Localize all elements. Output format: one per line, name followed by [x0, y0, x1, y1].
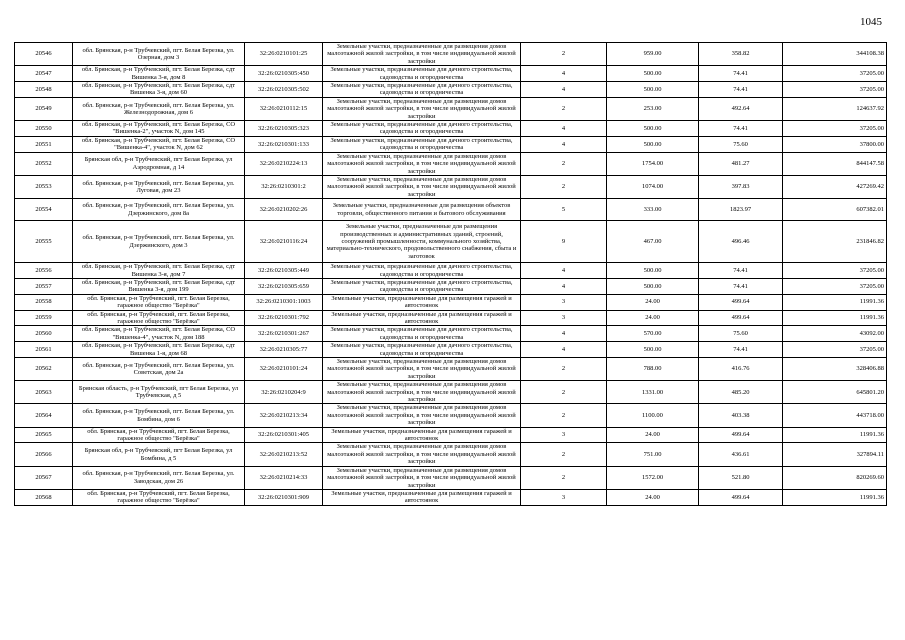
cadastral-value-cell: 37205.00: [783, 82, 887, 98]
table-row: [15, 310, 887, 326]
cadastral-number-cell: 32:26:0210305:659: [245, 278, 323, 294]
row-number-cell: 20562: [15, 358, 73, 381]
land-use-cell: Земельные участки, предназначенные для размещения домов малоэтажной жилой застройки, в том числе индивидуальной жилой застройки: [323, 381, 521, 404]
cadastral-number-cell: 32:26:0210301:267: [245, 326, 323, 342]
land-use-cell: Земельные участки, предназначенные для размещения домов малоэтажной жилой застройки, в том числе индивидуальной жилой застройки: [323, 97, 521, 120]
specific-value-cell: 74.41: [699, 278, 783, 294]
category-cell: 4: [521, 326, 607, 342]
cadastral-value-cell: 443718.00: [783, 404, 887, 427]
table-row: [15, 221, 887, 263]
category-cell: 3: [521, 294, 607, 310]
table-row: [15, 326, 887, 342]
table-row: [15, 381, 887, 404]
table-row: [15, 82, 887, 98]
cadastral-value-cell: 231846.82: [783, 221, 887, 263]
row-number-cell: 20561: [15, 342, 73, 358]
specific-value-cell: 403.38: [699, 404, 783, 427]
cadastral-number-cell: 32:26:0210204:9: [245, 381, 323, 404]
specific-value-cell: 492.64: [699, 97, 783, 120]
row-number-cell: 20568: [15, 489, 73, 505]
cadastral-number-cell: 32:26:0210301:792: [245, 310, 323, 326]
cadastral-number-cell: 32:26:0210101:25: [245, 43, 323, 66]
land-use-cell: Земельные участки, предназначенные для размещения производственных и административных зданий, строений, сооружений промышленности, коммунального хозяйства, материально-технического, продовольственного снабжения, сбыта и заготовок: [323, 221, 521, 263]
land-use-cell: Земельные участки, предназначенные для размещения гаражей и автостоянок: [323, 294, 521, 310]
category-cell: 2: [521, 443, 607, 466]
area-cell: 467.00: [607, 221, 699, 263]
cadastral-number-cell: 32:26:0210214:33: [245, 466, 323, 489]
address-cell: обл. Брянская, р-н Трубчевский, пгт. Белая Березка, гаражное общество "Берёзка": [73, 294, 245, 310]
row-number-cell: 20563: [15, 381, 73, 404]
cadastral-value-cell: 11991.36: [783, 489, 887, 505]
cadastral-value-cell: 37205.00: [783, 121, 887, 137]
table-row: [15, 489, 887, 505]
category-cell: 4: [521, 263, 607, 279]
row-number-cell: 20550: [15, 121, 73, 137]
area-cell: 500.00: [607, 342, 699, 358]
row-number-cell: 20558: [15, 294, 73, 310]
cadastral-value-cell: 328406.88: [783, 358, 887, 381]
area-cell: 500.00: [607, 136, 699, 152]
address-cell: обл. Брянская, р-н Трубчевский, пгт. Белая Березка, сдт Вишенка 3-я, дом 60: [73, 82, 245, 98]
cadastral-value-cell: 37205.00: [783, 278, 887, 294]
address-cell: Брянская область, р-н Трубчевский, пгт Белая Березка, ул Трубчевская, д 5: [73, 381, 245, 404]
category-cell: 2: [521, 175, 607, 198]
land-use-cell: Земельные участки, предназначенные для дачного строительства, садоводства и огородничества: [323, 82, 521, 98]
address-cell: обл. Брянская, р-н Трубчевский, пгт. Белая Березка, ул. Бомбина, дом 6: [73, 404, 245, 427]
specific-value-cell: 75.60: [699, 136, 783, 152]
row-number-cell: 20554: [15, 199, 73, 221]
category-cell: 4: [521, 82, 607, 98]
area-cell: 24.00: [607, 310, 699, 326]
cadastral-number-cell: 32:26:0210305:77: [245, 342, 323, 358]
category-cell: 2: [521, 381, 607, 404]
row-number-cell: 20557: [15, 278, 73, 294]
land-use-cell: Земельные участки, предназначенные для размещения домов малоэтажной жилой застройки, в том числе индивидуальной жилой застройки: [323, 43, 521, 66]
table-row: [15, 263, 887, 279]
specific-value-cell: 521.80: [699, 466, 783, 489]
cadastral-number-cell: 32:26:0210202:26: [245, 199, 323, 221]
cadastral-value-cell: 11991.36: [783, 427, 887, 443]
table-row: [15, 358, 887, 381]
table-row: [15, 466, 887, 489]
cadastral-value-cell: 37800.00: [783, 136, 887, 152]
land-use-cell: Земельные участки, предназначенные для дачного строительства, садоводства и огородничества: [323, 66, 521, 82]
category-cell: 4: [521, 342, 607, 358]
address-cell: обл. Брянская, р-н Трубчевский, пгт. Белая Березка, сдт Вишенка 3-я, дом 8: [73, 66, 245, 82]
area-cell: 500.00: [607, 82, 699, 98]
area-cell: 1074.00: [607, 175, 699, 198]
address-cell: обл. Брянская, р-н Трубчевский, пгт. Белая Березка, СО "Вишенка-4", участок N, дом 188: [73, 326, 245, 342]
row-number-cell: 20567: [15, 466, 73, 489]
area-cell: 24.00: [607, 489, 699, 505]
address-cell: обл. Брянская, р-н Трубчевский, пгт. Белая Березка, гаражное общество "Берёзка": [73, 489, 245, 505]
cadastral-number-cell: 32:26:0210213:52: [245, 443, 323, 466]
row-number-cell: 20546: [15, 43, 73, 66]
specific-value-cell: 74.41: [699, 263, 783, 279]
land-use-cell: Земельные участки, предназначенные для размещения гаражей и автостоянок: [323, 427, 521, 443]
specific-value-cell: 416.76: [699, 358, 783, 381]
cadastral-value-cell: 37205.00: [783, 263, 887, 279]
category-cell: 4: [521, 66, 607, 82]
land-use-cell: Земельные участки, предназначенные для размещения гаражей и автостоянок: [323, 489, 521, 505]
cadastral-value-cell: 327894.11: [783, 443, 887, 466]
cadastral-value-cell: 344108.38: [783, 43, 887, 66]
area-cell: 333.00: [607, 199, 699, 221]
specific-value-cell: 74.41: [699, 342, 783, 358]
category-cell: 3: [521, 310, 607, 326]
land-use-cell: Земельные участки, предназначенные для дачного строительства, садоводства и огородничества: [323, 263, 521, 279]
address-cell: обл. Брянская, р-н Трубчевский, пгт. Белая Березка, ул. Дзержинского, дом 8а: [73, 199, 245, 221]
land-use-cell: Земельные участки, предназначенные для дачного строительства, садоводства и огородничества: [323, 121, 521, 137]
row-number-cell: 20553: [15, 175, 73, 198]
table-row: [15, 121, 887, 137]
address-cell: обл. Брянская, р-н Трубчевский, пгт. Белая Березка, СО "Вишенка-2", участок N, дом 145: [73, 121, 245, 137]
row-number-cell: 20547: [15, 66, 73, 82]
category-cell: 2: [521, 97, 607, 120]
specific-value-cell: 481.27: [699, 152, 783, 175]
row-number-cell: 20556: [15, 263, 73, 279]
address-cell: обл. Брянская, р-н Трубчевский, пгт. Белая Березка, ул. Дзержинского, дом 3: [73, 221, 245, 263]
area-cell: 500.00: [607, 66, 699, 82]
cadastral-number-cell: 32:26:0210301:405: [245, 427, 323, 443]
area-cell: 500.00: [607, 263, 699, 279]
category-cell: 2: [521, 43, 607, 66]
category-cell: 3: [521, 427, 607, 443]
cadastral-number-cell: 32:26:0210116:24: [245, 221, 323, 263]
address-cell: Брянская обл, р-н Трубчевский, пгт Белая Березка, ул Бомбина, д 5: [73, 443, 245, 466]
address-cell: Брянская обл, р-н Трубчевский, пгт Белая Березка, ул Аэродромная, д 14: [73, 152, 245, 175]
land-use-cell: Земельные участки, предназначенные для размещения домов малоэтажной жилой застройки, в том числе индивидуальной жилой застройки: [323, 443, 521, 466]
address-cell: обл. Брянская, р-н Трубчевский, пгт. Белая Березка, сдт Вишенка 1-я, дом 68: [73, 342, 245, 358]
specific-value-cell: 499.64: [699, 310, 783, 326]
cadastral-value-cell: 43092.00: [783, 326, 887, 342]
area-cell: 24.00: [607, 294, 699, 310]
specific-value-cell: 397.83: [699, 175, 783, 198]
cadastral-number-cell: 32:26:0210301:1003: [245, 294, 323, 310]
cadastral-registry-table: [14, 42, 887, 506]
cadastral-value-cell: 37205.00: [783, 66, 887, 82]
cadastral-value-cell: 645801.20: [783, 381, 887, 404]
category-cell: 4: [521, 121, 607, 137]
area-cell: 1100.00: [607, 404, 699, 427]
cadastral-number-cell: 32:26:0210213:34: [245, 404, 323, 427]
address-cell: обл. Брянская, р-н Трубчевский, пгт. Белая Березка, сдт Вишенка 3-я, дом 199: [73, 278, 245, 294]
table-row: [15, 404, 887, 427]
table-row: [15, 66, 887, 82]
address-cell: обл. Брянская, р-н Трубчевский, пгт. Белая Березка, гаражное общество "Берёзка": [73, 310, 245, 326]
specific-value-cell: 358.82: [699, 43, 783, 66]
page-number: 1045: [860, 16, 882, 28]
specific-value-cell: 499.64: [699, 489, 783, 505]
area-cell: 1331.00: [607, 381, 699, 404]
area-cell: 253.00: [607, 97, 699, 120]
row-number-cell: 20551: [15, 136, 73, 152]
land-use-cell: Земельные участки, предназначенные для размещения объектов торговли, общественного питания и бытового обслуживания: [323, 199, 521, 221]
address-cell: обл. Брянская, р-н Трубчевский, пгт. Белая Березка, сдт Вишенка 3-я, дом 7: [73, 263, 245, 279]
address-cell: обл. Брянская, р-н Трубчевский, пгт. Белая Березка, гаражное общество "Берёзка": [73, 427, 245, 443]
land-use-cell: Земельные участки, предназначенные для размещения гаражей и автостоянок: [323, 310, 521, 326]
cadastral-value-cell: 820269.60: [783, 466, 887, 489]
area-cell: 500.00: [607, 121, 699, 137]
category-cell: 2: [521, 404, 607, 427]
area-cell: 570.00: [607, 326, 699, 342]
table-row: [15, 427, 887, 443]
cadastral-number-cell: 32:26:0210301:909: [245, 489, 323, 505]
cadastral-number-cell: 32:26:0210305:502: [245, 82, 323, 98]
category-cell: 5: [521, 199, 607, 221]
specific-value-cell: 1823.97: [699, 199, 783, 221]
row-number-cell: 20548: [15, 82, 73, 98]
address-cell: обл. Брянская, р-н Трубчевский, пгт. Белая Березка, ул. Луговая, дом 23: [73, 175, 245, 198]
address-cell: обл. Брянская, р-н Трубчевский, пгт. Белая Березка, ул. Железнодорожная, дом 6: [73, 97, 245, 120]
category-cell: 9: [521, 221, 607, 263]
cadastral-number-cell: 32:26:0210305:449: [245, 263, 323, 279]
row-number-cell: 20555: [15, 221, 73, 263]
table-row: [15, 152, 887, 175]
row-number-cell: 20564: [15, 404, 73, 427]
land-use-cell: Земельные участки, предназначенные для дачного строительства, садоводства и огородничества: [323, 278, 521, 294]
specific-value-cell: 499.64: [699, 427, 783, 443]
cadastral-number-cell: 32:26:0210305:450: [245, 66, 323, 82]
row-number-cell: 20559: [15, 310, 73, 326]
specific-value-cell: 74.41: [699, 66, 783, 82]
category-cell: 2: [521, 152, 607, 175]
table-row: [15, 136, 887, 152]
cadastral-value-cell: 11991.36: [783, 294, 887, 310]
category-cell: 2: [521, 358, 607, 381]
cadastral-value-cell: 427269.42: [783, 175, 887, 198]
table-row: [15, 294, 887, 310]
table-row: [15, 175, 887, 198]
land-use-cell: Земельные участки, предназначенные для дачного строительства, садоводства и огородничества: [323, 342, 521, 358]
row-number-cell: 20565: [15, 427, 73, 443]
land-use-cell: Земельные участки, предназначенные для размещения домов малоэтажной жилой застройки, в том числе индивидуальной жилой застройки: [323, 404, 521, 427]
cadastral-number-cell: 32:26:0210305:323: [245, 121, 323, 137]
area-cell: 1754.00: [607, 152, 699, 175]
cadastral-value-cell: 37205.00: [783, 342, 887, 358]
area-cell: 788.00: [607, 358, 699, 381]
table-row: [15, 443, 887, 466]
address-cell: обл. Брянская, р-н Трубчевский, пгт. Белая Березка, ул. Заводская, дом 26: [73, 466, 245, 489]
cadastral-number-cell: 32:26:0210301:133: [245, 136, 323, 152]
land-use-cell: Земельные участки, предназначенные для дачного строительства, садоводства и огородничества: [323, 136, 521, 152]
cadastral-number-cell: 32:26:0210101:24: [245, 358, 323, 381]
row-number-cell: 20566: [15, 443, 73, 466]
category-cell: 3: [521, 489, 607, 505]
specific-value-cell: 499.64: [699, 294, 783, 310]
row-number-cell: 20560: [15, 326, 73, 342]
table-body: [15, 43, 887, 506]
area-cell: 751.00: [607, 443, 699, 466]
specific-value-cell: 74.41: [699, 82, 783, 98]
specific-value-cell: 436.61: [699, 443, 783, 466]
land-use-cell: Земельные участки, предназначенные для размещения домов малоэтажной жилой застройки, в том числе индивидуальной жилой застройки: [323, 358, 521, 381]
area-cell: 1572.00: [607, 466, 699, 489]
cadastral-value-cell: 11991.36: [783, 310, 887, 326]
cadastral-number-cell: 32:26:0210112:15: [245, 97, 323, 120]
cadastral-number-cell: 32:26:0210301:2: [245, 175, 323, 198]
land-use-cell: Земельные участки, предназначенные для размещения домов малоэтажной жилой застройки, в том числе индивидуальной жилой застройки: [323, 152, 521, 175]
land-use-cell: Земельные участки, предназначенные для размещения домов малоэтажной жилой застройки, в том числе индивидуальной жилой застройки: [323, 466, 521, 489]
specific-value-cell: 75.60: [699, 326, 783, 342]
area-cell: 959.00: [607, 43, 699, 66]
table-row: [15, 342, 887, 358]
cadastral-value-cell: 844147.58: [783, 152, 887, 175]
cadastral-number-cell: 32:26:0210224:13: [245, 152, 323, 175]
row-number-cell: 20552: [15, 152, 73, 175]
table-row: [15, 97, 887, 120]
specific-value-cell: 485.20: [699, 381, 783, 404]
area-cell: 24.00: [607, 427, 699, 443]
category-cell: 4: [521, 136, 607, 152]
cadastral-value-cell: 607382.01: [783, 199, 887, 221]
table-row: [15, 199, 887, 221]
land-use-cell: Земельные участки, предназначенные для размещения домов малоэтажной жилой застройки, в том числе индивидуальной жилой застройки: [323, 175, 521, 198]
specific-value-cell: 74.41: [699, 121, 783, 137]
address-cell: обл. Брянская, р-н Трубчевский, пгт. Белая Березка, СО "Вишенка-4", участок N, дом 62: [73, 136, 245, 152]
row-number-cell: 20549: [15, 97, 73, 120]
table-row: [15, 278, 887, 294]
area-cell: 500.00: [607, 278, 699, 294]
address-cell: обл. Брянская, р-н Трубчевский, пгт. Белая Березка, ул. Озерная, дом 3: [73, 43, 245, 66]
specific-value-cell: 496.46: [699, 221, 783, 263]
cadastral-value-cell: 124637.92: [783, 97, 887, 120]
category-cell: 2: [521, 466, 607, 489]
table-row: [15, 43, 887, 66]
address-cell: обл. Брянская, р-н Трубчевский, пгт. Белая Березка, ул. Советская, дом 2а: [73, 358, 245, 381]
land-use-cell: Земельные участки, предназначенные для дачного строительства, садоводства и огородничества: [323, 326, 521, 342]
category-cell: 4: [521, 278, 607, 294]
